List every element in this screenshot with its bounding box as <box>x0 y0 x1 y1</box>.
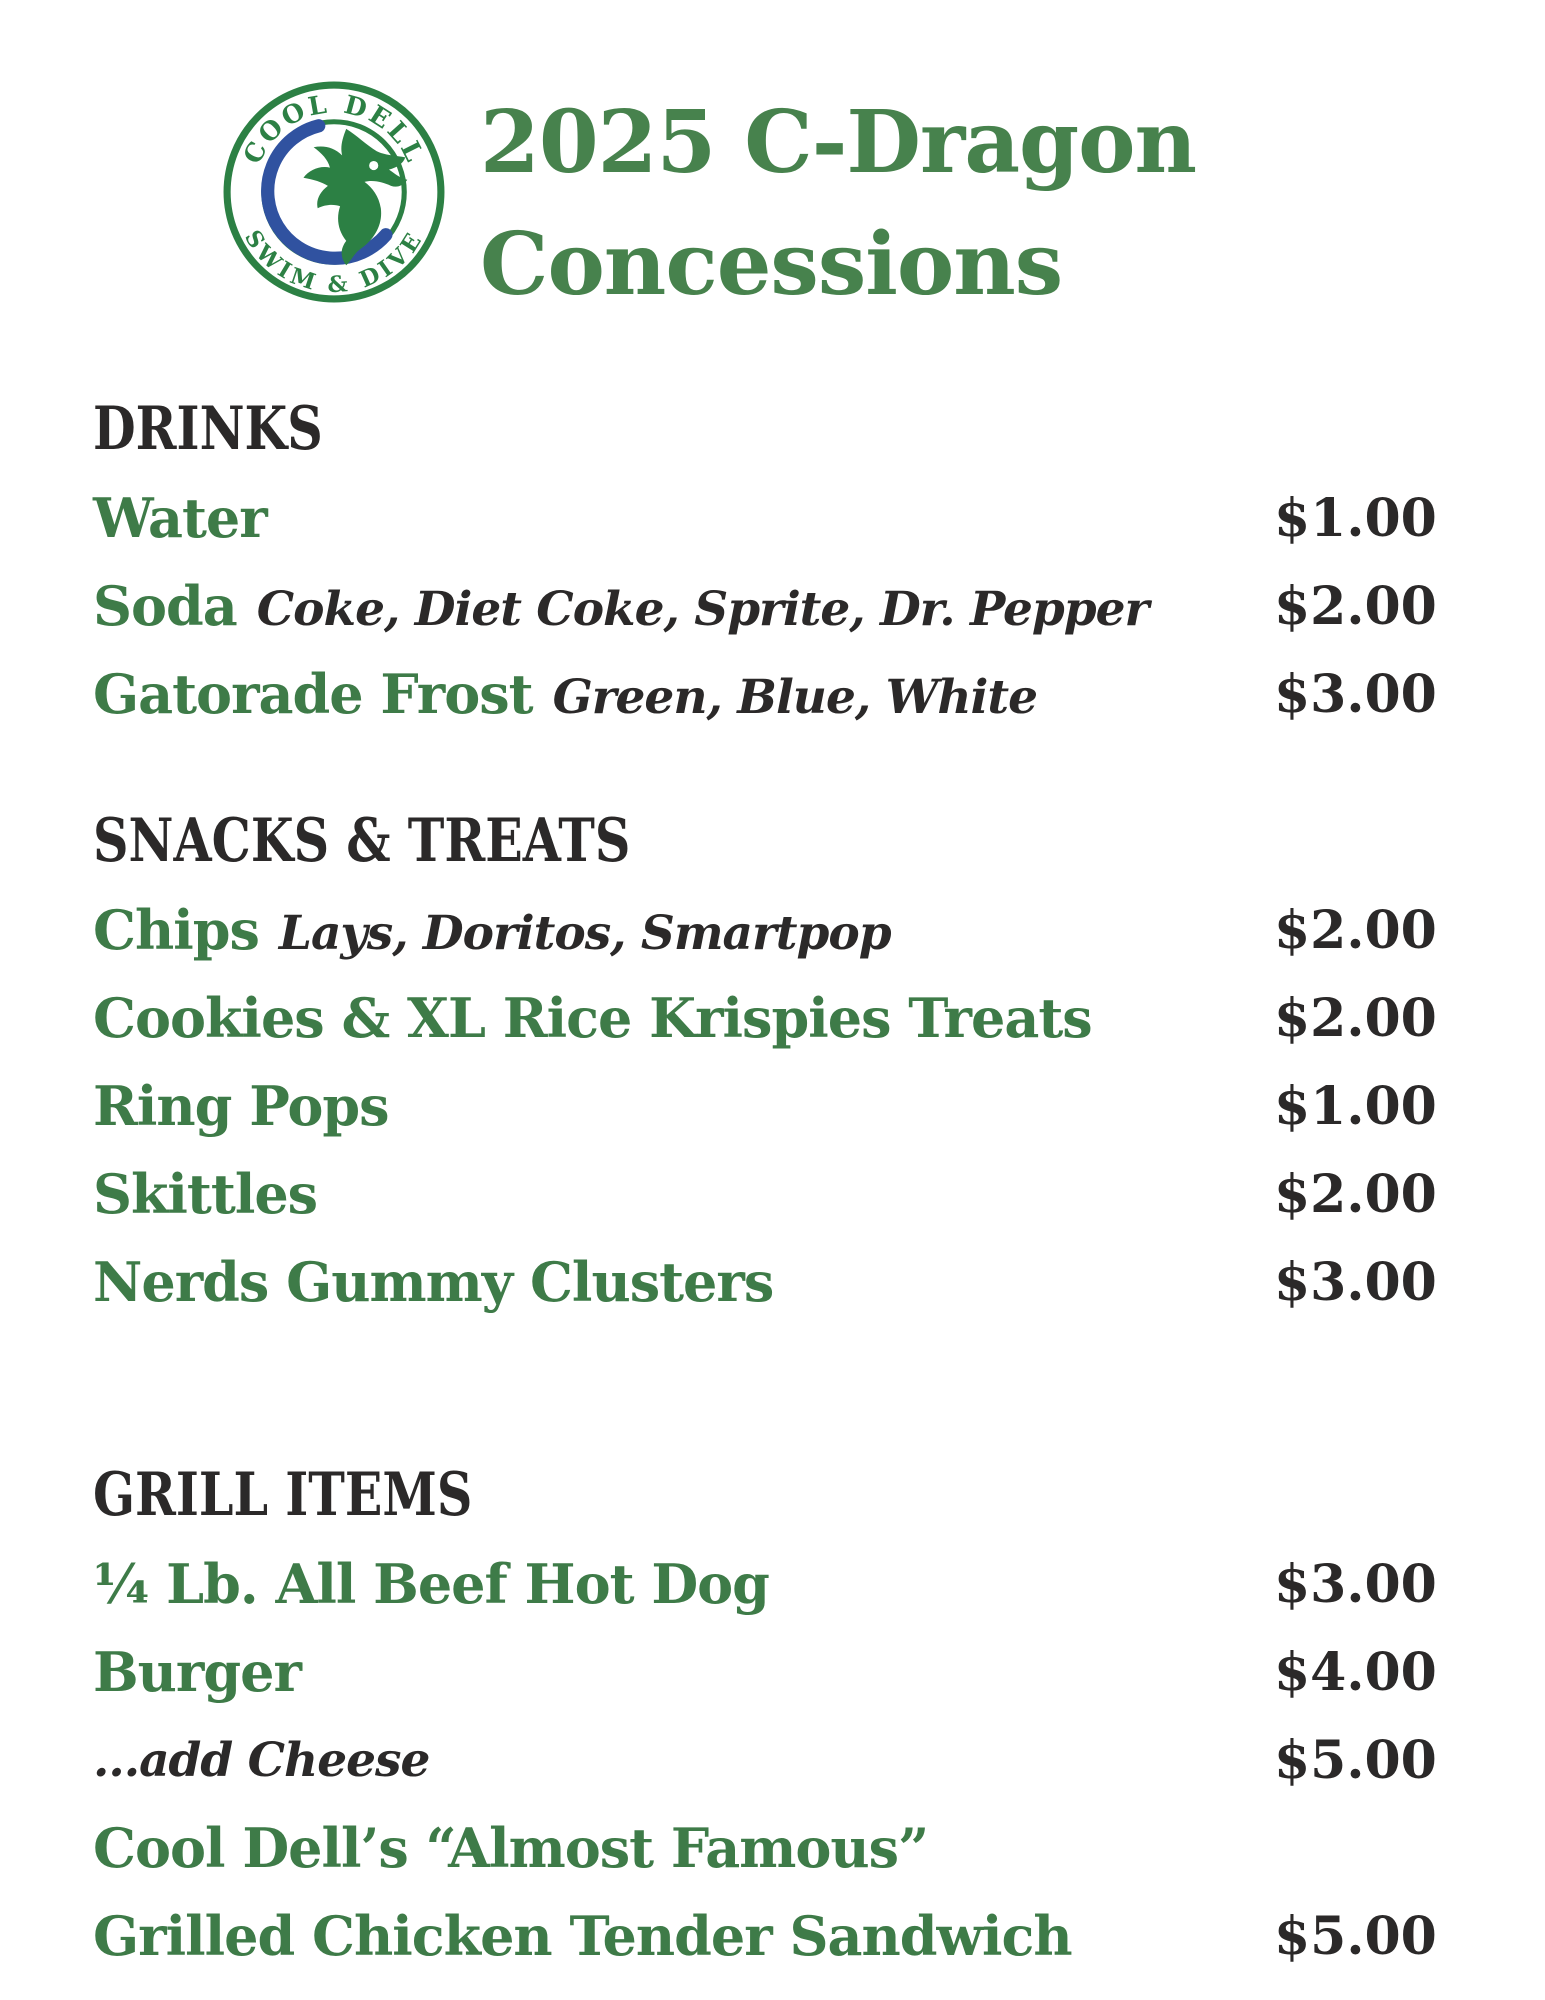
menu-item-row <box>93 1628 1545 1716</box>
item-price: $2.00 <box>1274 899 1437 961</box>
item-price: $5.00 <box>1274 1905 1437 1967</box>
menu-sections <box>0 396 1545 1980</box>
item-desc: Lays, Doritos, Smartpop <box>278 906 891 961</box>
section-items <box>93 474 1545 738</box>
item-price: $2.00 <box>1274 575 1437 637</box>
item-name-cell <box>93 574 1274 638</box>
menu-section <box>93 396 1545 738</box>
item-name-cell <box>93 1250 1274 1314</box>
dragon-eye <box>369 161 378 170</box>
item-name: Water <box>93 486 267 550</box>
item-price: $2.00 <box>1274 1163 1437 1225</box>
item-price: $4.00 <box>1274 1641 1437 1703</box>
menu-item-row <box>93 1150 1545 1238</box>
item-name: ...add Cheese <box>93 1732 430 1788</box>
item-desc: Coke, Diet Coke, Sprite, Dr. Pepper <box>256 582 1149 637</box>
menu-item-row <box>93 974 1545 1062</box>
item-price: $1.00 <box>1274 487 1437 549</box>
menu-item-row <box>93 1062 1545 1150</box>
item-name-cell <box>93 1733 1274 1788</box>
logo-bottom-text: SWIM & DIVE <box>239 225 430 299</box>
item-name-cell <box>93 1816 1274 1880</box>
section-heading: SNACKS & TREATS <box>93 806 631 876</box>
item-name: Soda <box>93 574 237 638</box>
menu-item-row <box>93 650 1545 738</box>
item-price: $2.00 <box>1274 987 1437 1049</box>
section-heading: GRILL ITEMS <box>93 1460 473 1530</box>
menu-item-row <box>93 1540 1545 1628</box>
item-name-cell <box>93 986 1274 1050</box>
menu-item-row <box>93 1238 1545 1326</box>
item-price: $3.00 <box>1274 663 1437 725</box>
section-items <box>93 886 1545 1326</box>
item-name-cell <box>93 898 1274 962</box>
item-name: Grilled Chicken Tender Sandwich <box>93 1904 1072 1968</box>
header <box>222 80 1545 326</box>
item-price: $3.00 <box>1274 1553 1437 1615</box>
item-name: ¼ Lb. All Beef Hot Dog <box>93 1552 769 1616</box>
logo-top-text: COOL DELL <box>237 89 431 169</box>
title-line-2: Concessions <box>480 214 1063 315</box>
item-name: Cool Dell’s “Almost Famous” <box>93 1816 929 1880</box>
menu-item-row <box>93 562 1545 650</box>
item-name: Skittles <box>93 1162 318 1226</box>
item-name-cell <box>93 1162 1274 1226</box>
item-name: Ring Pops <box>93 1074 389 1138</box>
menu-section <box>93 1462 1545 1980</box>
item-name-cell <box>93 1552 1274 1616</box>
section-heading: DRINKS <box>93 394 323 464</box>
page-title <box>480 82 1196 326</box>
item-name: Cookies & XL Rice Krispies Treats <box>93 986 1092 1050</box>
title-line-1: 2025 C-Dragon <box>480 92 1197 193</box>
section-items <box>93 1540 1545 1980</box>
menu-item-row <box>93 1892 1545 1980</box>
item-name: Nerds Gummy Clusters <box>93 1250 774 1314</box>
item-name-cell <box>93 1074 1274 1138</box>
cool-dell-logo <box>222 80 446 304</box>
menu-item-row <box>93 886 1545 974</box>
item-desc: Green, Blue, White <box>552 670 1038 725</box>
item-price: $3.00 <box>1274 1251 1437 1313</box>
menu-item-row <box>93 1804 1545 1892</box>
item-name: Burger <box>93 1640 301 1704</box>
item-name: Chips <box>93 898 259 962</box>
item-name-cell <box>93 486 1274 550</box>
item-price: $1.00 <box>1274 1075 1437 1137</box>
item-name-cell <box>93 1904 1274 1968</box>
item-price: $5.00 <box>1274 1729 1437 1791</box>
item-name-cell <box>93 662 1274 726</box>
item-name: Gatorade Frost <box>93 662 533 726</box>
menu-item-row <box>93 1716 1545 1804</box>
menu-item-row <box>93 474 1545 562</box>
menu-section <box>93 808 1545 1326</box>
item-name-cell <box>93 1640 1274 1704</box>
